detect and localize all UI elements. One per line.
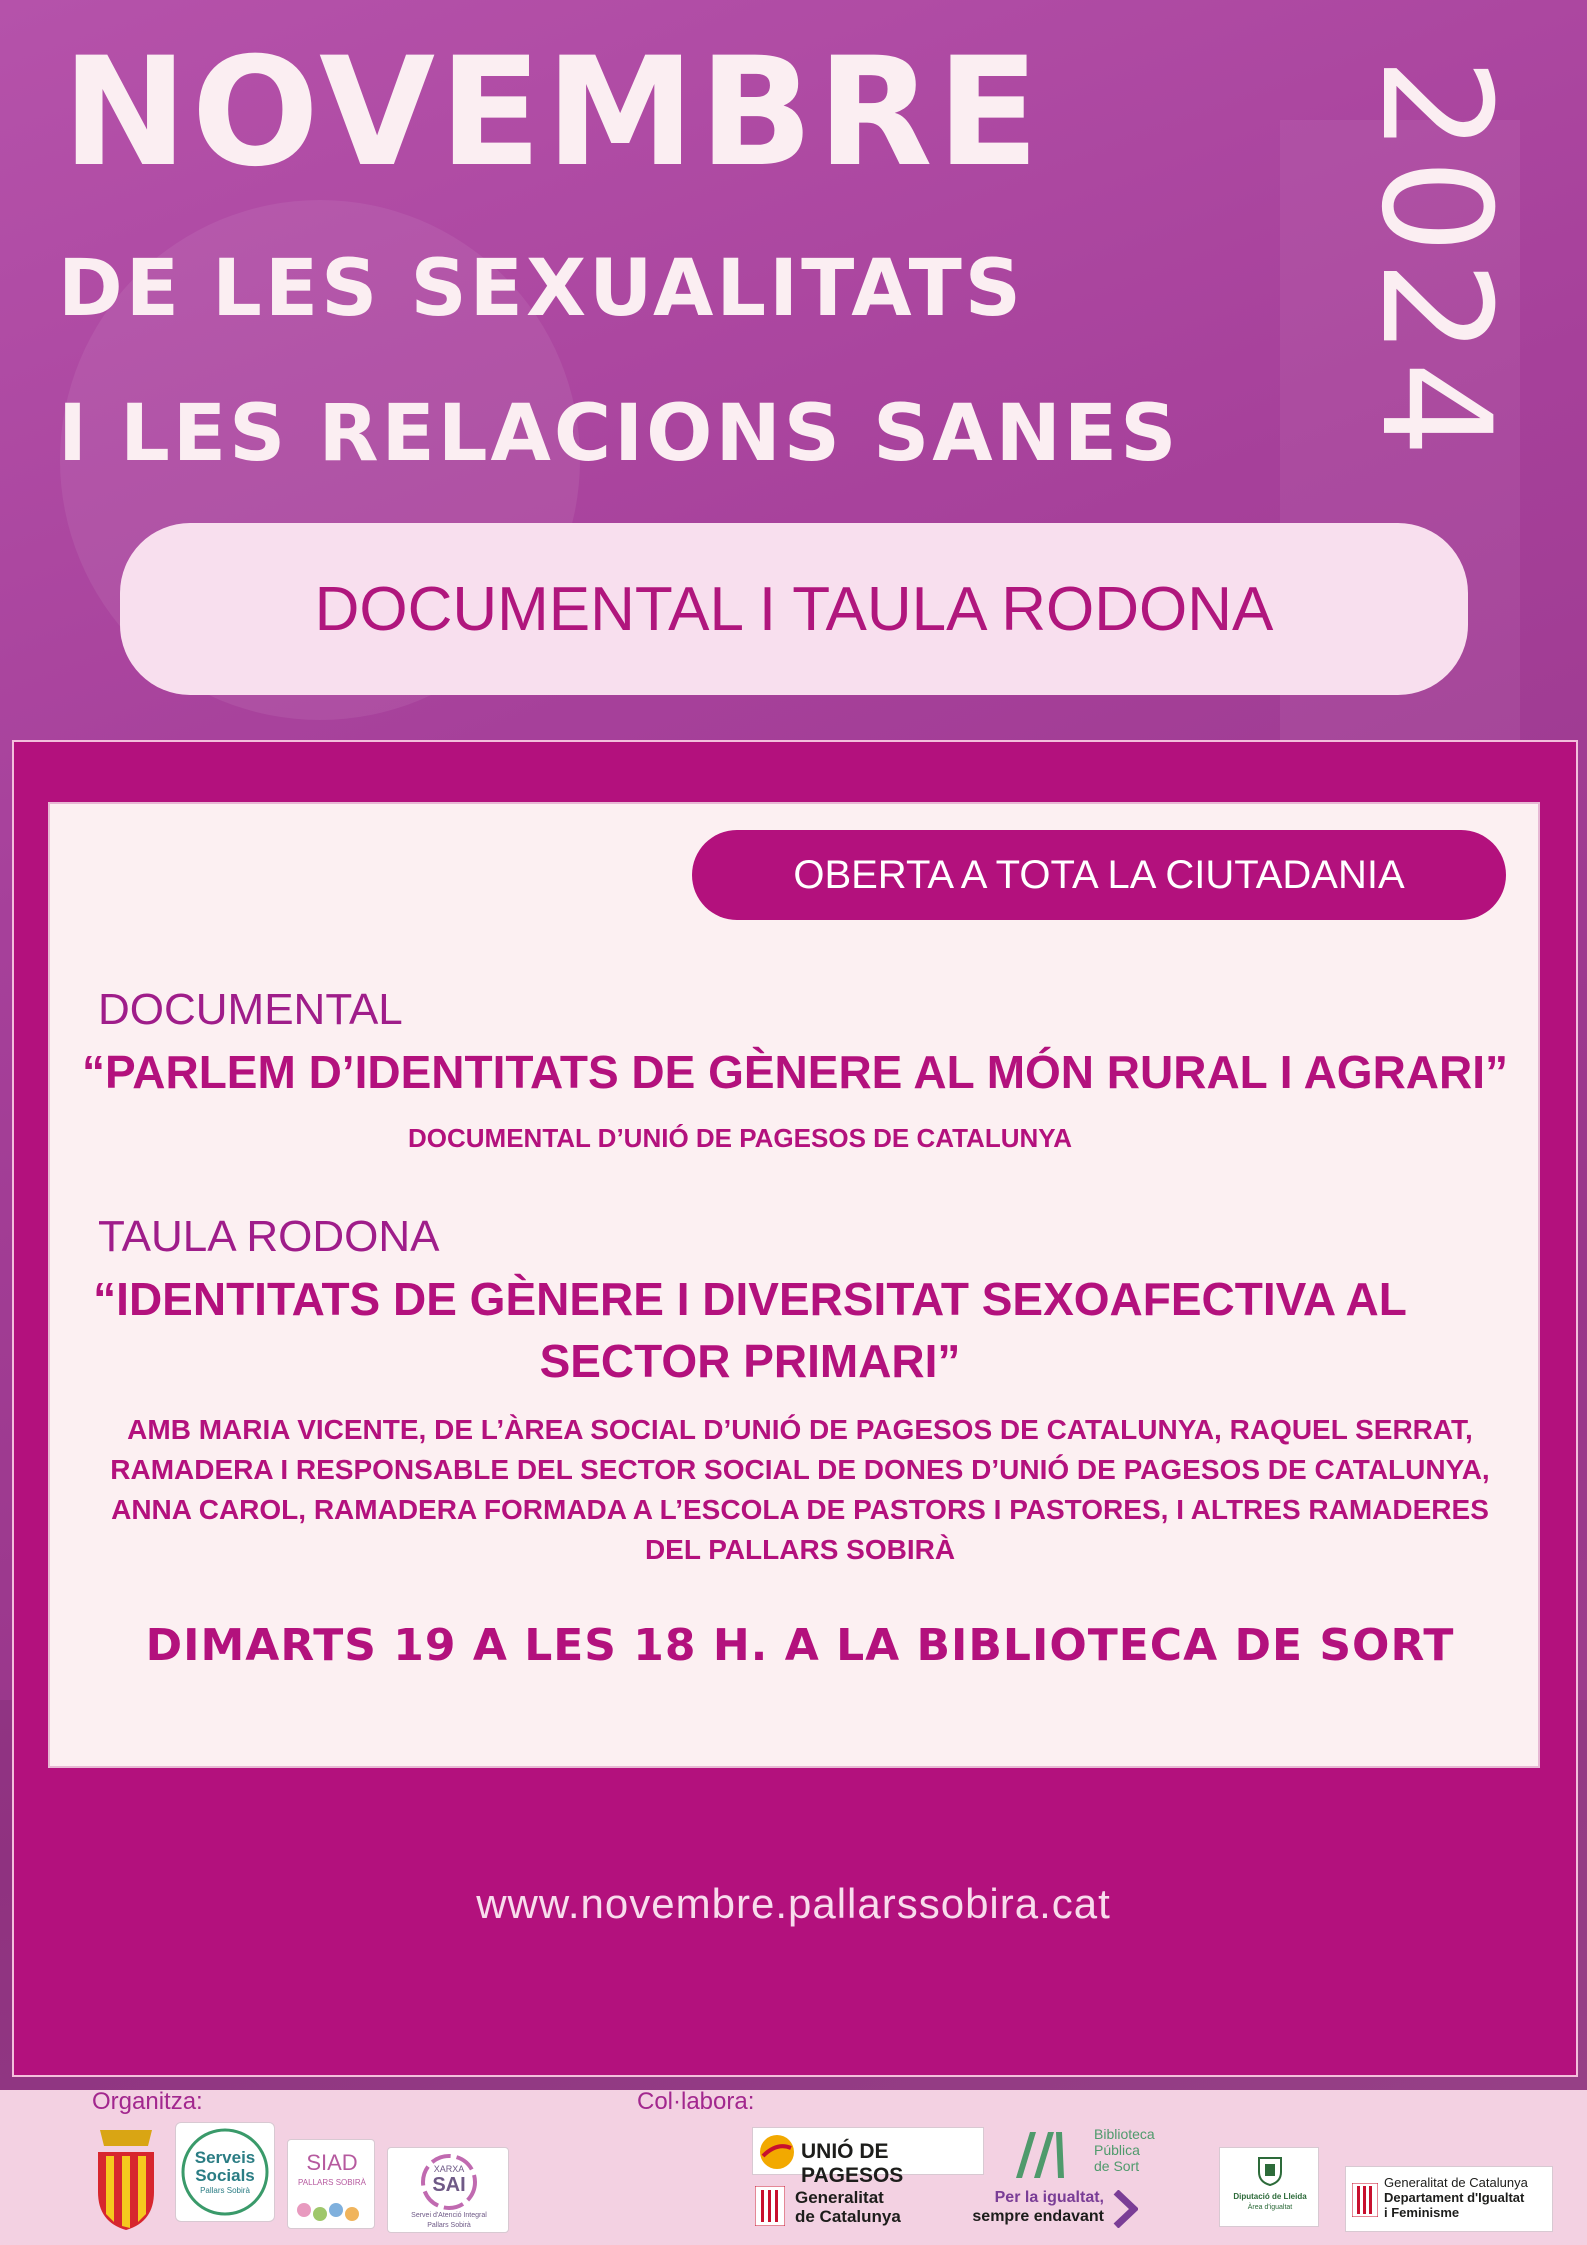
library-icon <box>1012 2128 1068 2180</box>
departament-text: Generalitat de Catalunya <box>1384 2175 1528 2190</box>
igualtat-text: Per la igualtat, <box>994 2189 1104 2206</box>
figures-icon <box>288 2190 376 2230</box>
event-type-banner <box>120 523 1468 695</box>
departament-text: i Feminisme <box>1384 2205 1460 2220</box>
municipal-coat-of-arms-logo <box>90 2122 162 2232</box>
diputacio-text: Diputació de Lleida <box>1233 2192 1307 2201</box>
roundtable-description-line: ANNA CAROL, RAMADERA FORMADA A L’ESCOLA DE PASTORS I PASTORES, I ALTRES RAMADERES <box>111 1494 1489 1525</box>
biblioteca-text: Pública <box>1094 2142 1140 2158</box>
documentary-label: DOCUMENTAL <box>98 985 403 1034</box>
roundtable-description-line: AMB MARIA VICENTE, DE L’ÀREA SOCIAL D’UNIÓ DE PAGESOS DE CATALUNYA, RAQUEL SERRAT, <box>127 1414 1473 1445</box>
page-title: NOVEMBRE <box>62 26 1044 200</box>
subtitle-line-2: I LES RELACIONS SANES <box>58 389 1180 479</box>
departament-text: Departament d'Igualtat <box>1384 2190 1525 2205</box>
sun-icon <box>759 2134 795 2170</box>
sai-subtext: Servei d'Atenció Integral <box>411 2212 487 2219</box>
organitza-label: Organitza: <box>92 2088 203 2115</box>
subtitle-line-1: DE LES SEXUALITATS <box>58 244 1024 334</box>
igualtat-text: sempre endavant <box>972 2208 1104 2225</box>
serveis-socials-text: Socials <box>195 2166 255 2185</box>
senyera-icon <box>1352 2183 1378 2217</box>
siad-text: SIAD <box>306 2150 358 2175</box>
roundtable-description-line: DEL PALLARS SOBIRÀ <box>644 1534 956 1565</box>
year-label <box>1348 50 1522 470</box>
diputacio-lleida-logo <box>1219 2147 1319 2227</box>
year-text: 2024 <box>1348 57 1522 463</box>
roundtable-label: TAULA RODONA <box>98 1212 440 1261</box>
event-date: DIMARTS 19 A LES 18 H. A LA BIBLIOTECA DE SORT <box>145 1620 1455 1671</box>
serveis-socials-text: Serveis <box>194 2148 256 2167</box>
biblioteca-text: de Sort <box>1094 2158 1140 2174</box>
roundtable-title-line-2: SECTOR PRIMARI” <box>539 1335 961 1387</box>
senyera-icon <box>755 2186 785 2226</box>
open-badge <box>692 830 1506 920</box>
open-badge-text: OBERTA A TOTA LA CIUTADANIA <box>793 852 1405 897</box>
generalitat-text: de Catalunya <box>795 2207 901 2226</box>
sai-subtext: Pallars Sobirà <box>427 2222 471 2229</box>
chevron-right-icon <box>1112 2190 1138 2228</box>
serveis-socials-logo <box>175 2122 275 2222</box>
siad-logo <box>287 2139 375 2229</box>
website-link[interactable]: www.novembre.pallarssobira.cat <box>476 1880 1111 1927</box>
biblioteca-sort-logo <box>1012 2124 1172 2184</box>
roundtable-description-line: RAMADERA I RESPONSABLE DEL SECTOR SOCIAL DE DONES D’UNIÓ DE PAGESOS DE CATALUNYA, <box>110 1454 1490 1485</box>
generalitat-text: Generalitat <box>795 2188 884 2207</box>
xarxa-sai-logo <box>387 2147 509 2233</box>
siad-subtext: PALLARS SOBIRÀ <box>298 2178 366 2187</box>
unio-de-pagesos-logo <box>752 2127 984 2187</box>
igualtat-campaign-logo <box>962 2186 1152 2232</box>
unio-de-pagesos-text: UNIÓ DE PAGESOS <box>801 2140 904 2187</box>
shield-icon <box>1255 2156 1285 2186</box>
diputacio-subtext: Àrea d'igualtat <box>1247 2204 1293 2211</box>
sai-text: SAI <box>432 2174 466 2196</box>
event-type-text: DOCUMENTAL I TAULA RODONA <box>314 574 1274 644</box>
biblioteca-text: Biblioteca <box>1094 2126 1155 2142</box>
documentary-credit: DOCUMENTAL D’UNIÓ DE PAGESOS DE CATALUNYA <box>407 1123 1072 1153</box>
roundtable-title-line-1: “IDENTITATS DE GÈNERE I DIVERSITAT SEXOAFECTIVA AL <box>93 1273 1407 1325</box>
generalitat-logo <box>755 2182 925 2232</box>
coat-of-arms-icon <box>90 2122 162 2232</box>
collabora-label: Col·labora: <box>637 2088 755 2115</box>
serveis-socials-subtext: Pallars Sobirà <box>200 2186 250 2195</box>
departament-igualtat-logo <box>1345 2166 1553 2232</box>
sai-top-text: XARXA <box>433 2164 465 2174</box>
documentary-title: “PARLEM D’IDENTITATS DE GÈNERE AL MÓN RURAL I AGRARI” <box>81 1046 1509 1098</box>
